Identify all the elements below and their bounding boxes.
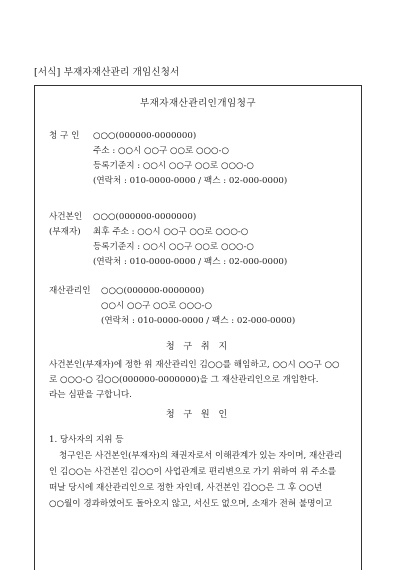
- person-contact: (연락처 : 010-0000-0000 / 팩스 : 02-000-0000): [93, 257, 288, 267]
- manager-name: ○○○(000000-0000000): [101, 286, 205, 296]
- person-name: ○○○(000000-0000000): [93, 212, 197, 222]
- applicant-registered-base: 등록기준지 : ○○시 ○○구 ○○로 ○○○-○: [93, 161, 254, 171]
- document-title: 부재자재산관리인개임청구: [139, 98, 257, 109]
- form-title: [서식] 부재자재산관리 개임신청서: [34, 67, 180, 78]
- manager-label: 재산관리인: [49, 286, 91, 296]
- person-last-address: 최후 주소 : ○○시 ○○구 ○○로 ○○○-○: [93, 227, 249, 237]
- person-registered-base: 등록기준지 : ○○시 ○○구 ○○로 ○○○-○: [93, 242, 254, 252]
- manager-address: ○○시 ○○구 ○○로 ○○○-○: [101, 301, 212, 311]
- purpose-line-2: 로 ○○○-○ 김○○(000000-0000000)을 그 재산관리인으로 개임한다.: [49, 375, 319, 385]
- applicant-address: 주소 : ○○시 ○○구 ○○로 ○○○-○: [93, 146, 229, 156]
- reasons-line: 인 김○○는 사건본인 김○○이 사업관계로 편리변으로 가기 위하여 위 주소를: [49, 467, 337, 477]
- manager-contact: (연락처 : 010-0000-0000 / 팩스 : 02-000-0000): [101, 316, 296, 326]
- reasons-heading: 청 구 원 인: [165, 410, 231, 420]
- purpose-line-3: 라는 심판을 구합니다.: [49, 390, 132, 400]
- applicant-label: 청 구 인: [49, 131, 80, 141]
- reasons-item-1-title: 1. 당사자의 지위 등: [49, 435, 124, 445]
- purpose-heading: 청 구 취 지: [165, 342, 231, 352]
- person-sublabel: (부재자): [49, 227, 81, 237]
- reasons-line: 떠날 당시에 재산관리인으로 정한 자인데, 사건본인 김○○은 그 후 ○○년: [49, 483, 323, 493]
- document-frame: [34, 85, 362, 570]
- purpose-line-1: 사건본인(부재자)에 정한 위 재산관리인 김○○를 해임하고, ○○시 ○○구 ○○: [49, 360, 340, 370]
- reasons-line: ○○월이 경과하였어도 돌아오지 않고, 서신도 없으며, 소재가 전혀 불명이고: [49, 499, 333, 509]
- applicant-name: ○○○(000000-0000000): [93, 131, 197, 141]
- applicant-contact: (연락처 : 010-0000-0000 / 팩스 : 02-000-0000): [93, 176, 288, 186]
- person-label: 사건본인: [49, 212, 83, 222]
- reasons-line: 청구인은 사건본인(부재자)의 채권자로서 이해관계가 있는 자이며, 재산관리: [59, 451, 343, 461]
